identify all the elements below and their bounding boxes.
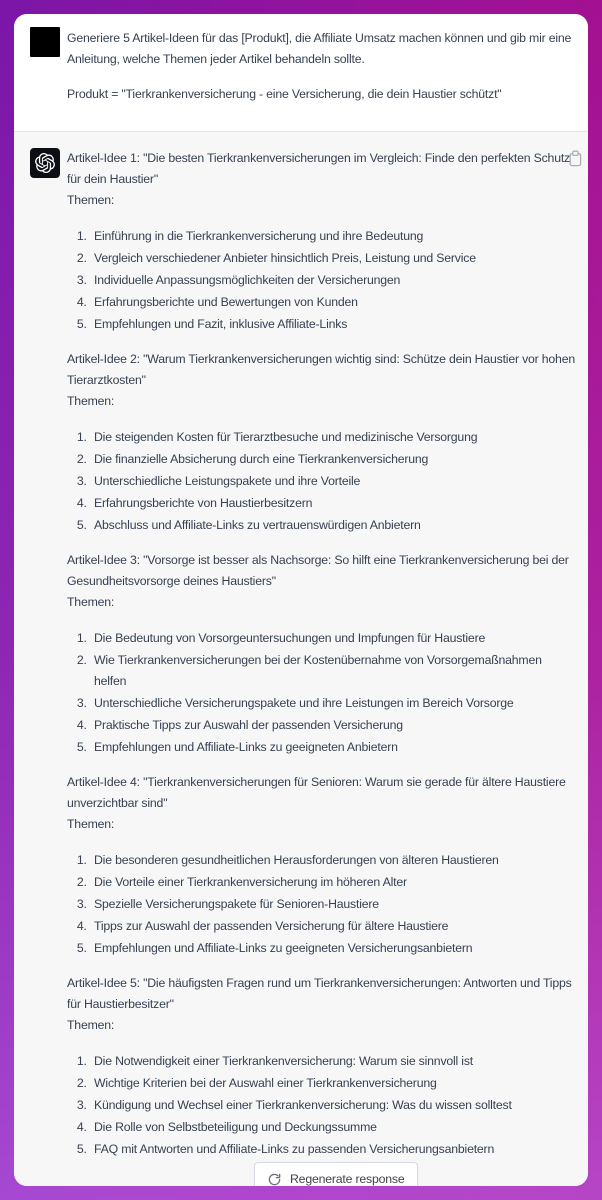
- article-title: Artikel-Idee 1: "Die besten Tierkrankenversicherungen im Vergleich: Finde den perfekten Schutz für dein Haustier": [67, 151, 570, 186]
- article-topic-list: [67, 850, 575, 959]
- article-idea-1: [67, 148, 575, 335]
- regenerate-label: Regenerate response: [290, 1172, 405, 1186]
- user-message-content: [67, 27, 575, 105]
- article-topics-label: Themen:: [67, 595, 115, 609]
- list-item: 4. Erfahrungsberichte von Haustierbesitzern: [90, 493, 575, 514]
- list-item: 1. Einführung in die Tierkrankenversicherung und ihre Bedeutung: [90, 226, 575, 247]
- list-item: 1. Die steigenden Kosten für Tierarztbesuche und medizinische Versorgung: [90, 427, 575, 448]
- article-idea-5: [67, 973, 575, 1160]
- list-item: 5. Empfehlungen und Fazit, inklusive Affiliate-Links: [90, 314, 575, 335]
- article-topics-label: Themen:: [67, 1018, 115, 1032]
- user-paragraph: Produkt = "Tierkrankenversicherung - eine Versicherung, die dein Haustier schützt": [67, 86, 502, 101]
- assistant-avatar: [30, 148, 60, 178]
- list-item: 3. Unterschiedliche Leistungspakete und ihre Vorteile: [90, 471, 575, 492]
- copy-button[interactable]: [568, 150, 586, 168]
- assistant-message: [14, 131, 588, 1187]
- article-title: Artikel-Idee 3: "Vorsorge ist besser als Nachsorge: So hilft eine Tierkrankenversicherung bei der Gesundheitsvorsorge deines Haustiers": [67, 553, 569, 588]
- list-item: 1. Die Notwendigkeit einer Tierkrankenversicherung: Warum sie sinnvoll ist: [90, 1051, 575, 1072]
- list-item: 3. Spezielle Versicherungspakete für Senioren-Haustiere: [90, 894, 575, 915]
- article-idea-3: [67, 550, 575, 758]
- openai-logo-icon: [35, 153, 55, 173]
- list-item: 2. Wichtige Kriterien bei der Auswahl einer Tierkrankenversicherung: [90, 1073, 575, 1094]
- copy-icon: [568, 150, 586, 167]
- article-topic-list: [67, 628, 575, 758]
- article-idea-2: [67, 349, 575, 536]
- list-item: 5. Empfehlungen und Affiliate-Links zu geeigneten Anbietern: [90, 737, 575, 758]
- list-item: 3. Individuelle Anpassungsmöglichkeiten der Versicherungen: [90, 270, 575, 291]
- conversation-card: [14, 14, 588, 1186]
- list-item: 5. FAQ mit Antworten und Affiliate-Links zu passenden Versicherungsanbietern: [90, 1139, 575, 1160]
- article-idea-4: [67, 772, 575, 959]
- article-title: Artikel-Idee 4: "Tierkrankenversicherungen für Senioren: Warum sie gerade für ältere Haustiere unverzichtbar sind": [67, 775, 566, 810]
- article-topics-label: Themen:: [67, 394, 115, 408]
- list-item: 4. Tipps zur Auswahl der passenden Versicherung für ältere Haustiere: [90, 916, 575, 937]
- article-topic-list: [67, 427, 575, 536]
- list-item: 5. Abschluss und Affiliate-Links zu vertrauenswürdigen Anbietern: [90, 515, 575, 536]
- user-paragraph: Generiere 5 Artikel-Ideen für das [Produkt], die Affiliate Umsatz machen können und gib mir eine Anleitung, welche Themen jeder Artikel behandeln sollte.: [67, 30, 572, 66]
- regenerate-response-button[interactable]: [254, 1162, 418, 1186]
- list-item: 4. Erfahrungsberichte und Bewertungen von Kunden: [90, 292, 575, 313]
- list-item: 2. Die finanzielle Absicherung durch eine Tierkrankenversicherung: [90, 449, 575, 470]
- list-item: 2. Wie Tierkrankenversicherungen bei der Kostenübernahme von Vorsorgemaßnahmen helfen: [90, 650, 575, 692]
- list-item: 2. Die Vorteile einer Tierkrankenversicherung im höheren Alter: [90, 872, 575, 893]
- article-topic-list: [67, 1051, 575, 1160]
- user-avatar: [30, 27, 60, 57]
- article-title: Artikel-Idee 2: "Warum Tierkrankenversicherungen wichtig sind: Schütze dein Haustier vor hohen Tierarztkosten": [67, 352, 575, 387]
- refresh-icon: [268, 1173, 281, 1186]
- list-item: 3. Unterschiedliche Versicherungspakete und ihre Leistungen im Bereich Vorsorge: [90, 693, 575, 714]
- list-item: 5. Empfehlungen und Affiliate-Links zu geeigneten Versicherungsanbietern: [90, 938, 575, 959]
- list-item: 2. Vergleich verschiedener Anbieter hinsichtlich Preis, Leistung und Service: [90, 248, 575, 269]
- list-item: 4. Die Rolle von Selbstbeteiligung und Deckungssumme: [90, 1117, 575, 1138]
- list-item: 1. Die Bedeutung von Vorsorgeuntersuchungen und Impfungen für Haustiere: [90, 628, 575, 649]
- list-item: 4. Praktische Tipps zur Auswahl der passenden Versicherung: [90, 715, 575, 736]
- article-topic-list: [67, 226, 575, 335]
- article-topics-label: Themen:: [67, 817, 115, 831]
- article-topics-label: Themen:: [67, 193, 115, 207]
- list-item: 3. Kündigung und Wechsel einer Tierkrankenversicherung: Was du wissen solltest: [90, 1095, 575, 1116]
- user-message: [14, 14, 588, 131]
- article-title: Artikel-Idee 5: "Die häufigsten Fragen rund um Tierkrankenversicherungen: Antworten und Tipps für Haustierbesitzer": [67, 976, 572, 1011]
- list-item: 1. Die besonderen gesundheitlichen Herausforderungen von älteren Haustieren: [90, 850, 575, 871]
- assistant-message-content: [67, 148, 575, 1175]
